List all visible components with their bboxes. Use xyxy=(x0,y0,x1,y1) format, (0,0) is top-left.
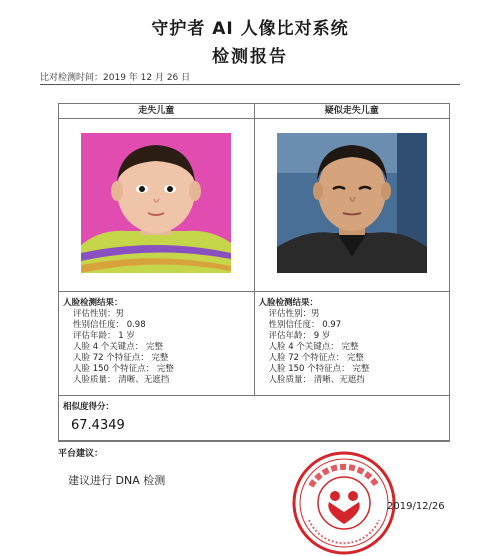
suspected-child-header: 疑似走失儿童 xyxy=(254,104,450,119)
result-line: 人脸质量： 清晰、无遮挡 xyxy=(73,375,170,385)
result-line: 人脸 150 个特征点： 完整 xyxy=(73,364,174,374)
result-line: 人脸 72 个特征点： 完整 xyxy=(268,353,364,363)
header-row xyxy=(59,104,449,119)
result-title: 人脸检测结果： xyxy=(258,298,319,308)
result-row xyxy=(59,292,449,396)
advice-text: 建议进行 DNA 检测 xyxy=(68,474,166,487)
result-line: 评估年龄： 9 岁 xyxy=(268,331,331,341)
similarity-section xyxy=(59,396,449,441)
comparison-table xyxy=(58,103,450,442)
result-line: 性别信任度： 0.98 xyxy=(73,320,146,330)
similarity-score: 67.4349 xyxy=(71,418,125,433)
missing-child-result xyxy=(59,292,254,395)
title-divider xyxy=(40,84,460,85)
missing-child-photo xyxy=(81,133,231,273)
stamp-date: 2019/12/26 xyxy=(387,501,445,512)
photo-row xyxy=(59,119,449,292)
missing-child-header: 走失儿童 xyxy=(59,104,254,119)
official-seal xyxy=(291,450,397,556)
result-line: 评估性别：男 xyxy=(73,309,125,319)
result-line: 性别信任度： 0.97 xyxy=(268,320,342,330)
result-title: 人脸检测结果： xyxy=(63,298,123,308)
result-line: 评估年龄： 1 岁 xyxy=(73,331,135,341)
suspected-child-photo xyxy=(277,133,427,273)
detection-date-value: 2019 年 12 月 26 日 xyxy=(103,73,191,83)
advice-label: 平台建议： xyxy=(58,449,104,459)
report-subtitle: 检测报告 xyxy=(212,47,288,67)
similarity-label: 相似度得分： xyxy=(63,402,115,412)
suspected-child-photo-cell xyxy=(254,119,450,291)
result-line: 评估性别：男 xyxy=(268,309,320,319)
report-title: 守护者 AI 人像比对系统 xyxy=(151,19,349,39)
result-line: 人脸 4 个关键点： 完整 xyxy=(73,342,164,352)
result-line: 人脸 72 个特征点： 完整 xyxy=(73,353,169,363)
result-line: 人脸 150 个特征点： 完整 xyxy=(268,364,370,374)
suspected-child-result xyxy=(254,292,450,395)
detection-date-label: 比对检测时间： xyxy=(40,73,104,83)
result-line: 人脸质量： 清晰、无遮挡 xyxy=(268,375,365,385)
detection-date xyxy=(40,70,190,83)
missing-child-photo-cell xyxy=(59,119,254,291)
result-line: 人脸 4 个关键点： 完整 xyxy=(268,342,359,352)
